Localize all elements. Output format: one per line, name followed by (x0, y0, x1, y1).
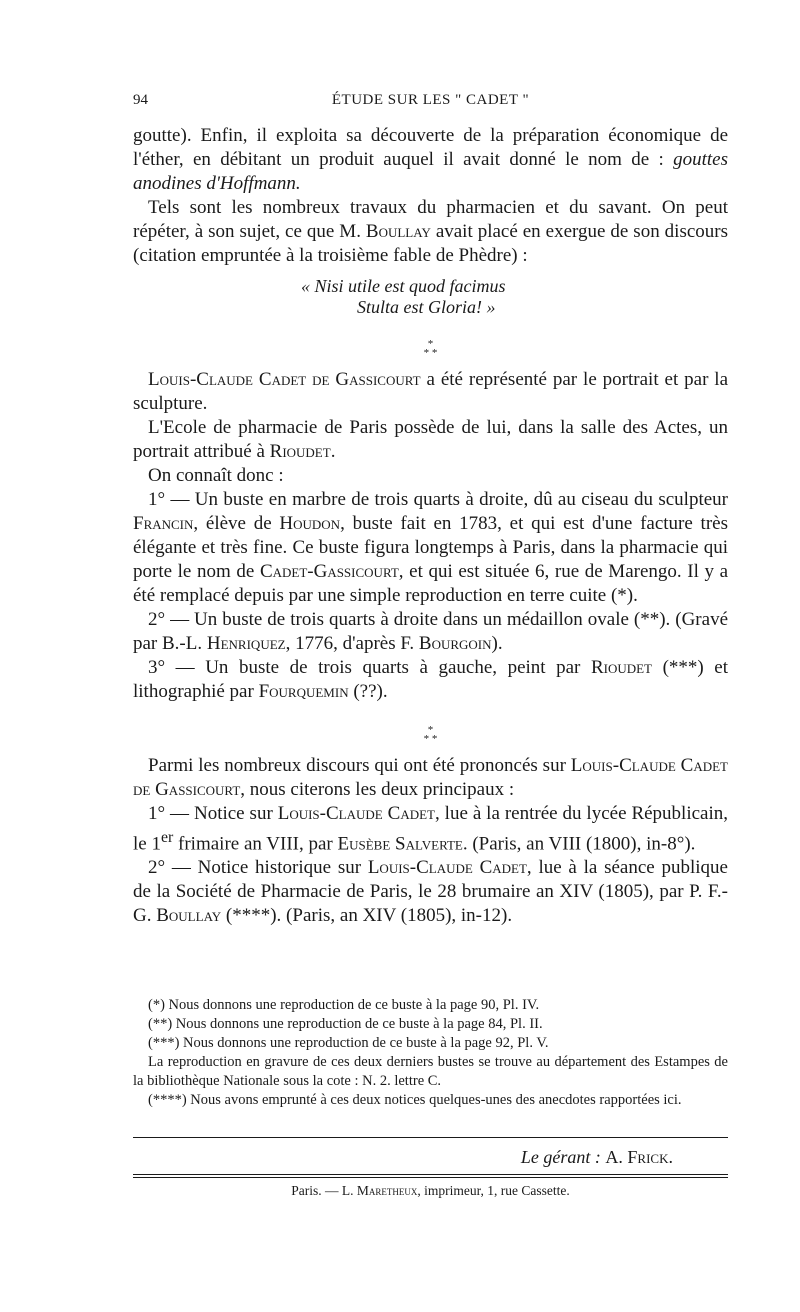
item-1: 1° — Un buste en marbre de trois quarts à droite, dû au ciseau du sculpteur Francin, élève de Houdon, buste fait en 1783, et qui est d'une facture très élégante et très fine. Ce buste figura longtemps à Paris, dans la pharmacie qui porte le nom de Cadet-Gassicourt, et qui est située 6, rue de Marengo. Il y a été remplacé depuis par une simple reproduction en terre cuite (*). (133, 489, 729, 606)
footnote-3: (***) Nous donnons une reproduction de ce buste à la page 92, Pl. V. (148, 1035, 549, 1051)
asterism-1: * * * (423, 338, 438, 359)
quote-line-1: « Nisi utile est quod facimus (301, 276, 506, 296)
discourse-1: 1° — Notice sur Louis-Claude Cadet, lue à la rentrée du lycée Républicain, le 1er frimaire an VIII, par Eusèbe Salverte. (Paris, an VIII (1800), in-8°). (133, 803, 729, 855)
footnote-1: (*) Nous donnons une reproduction de ce buste à la page 90, Pl. IV. (148, 997, 540, 1013)
discourse-2: 2° — Notice historique sur Louis-Claude Cadet, lue à la séance publique de la Société de Pharmacie de Paris, le 28 brumaire an XIV (1805), par P. F.-G. Boullay (****). (Paris, an XIV (1805), in-12). (133, 857, 728, 927)
paragraph-3: Louis-Claude Cadet de Gassicourt a été représenté par le portrait et par la sculpture. (133, 369, 729, 414)
running-title: ÉTUDE SUR LES " CADET " (331, 92, 530, 108)
quote-line-2: Stulta est Gloria! » (357, 297, 496, 317)
paragraph-5: On connaît donc : (148, 465, 284, 486)
name-boullay: Boullay (365, 221, 431, 242)
footnote-4: La reproduction en gravure de ces deux derniers bustes se trouve au département des Estampes de la bibliothèque Nationale sous la cote : N. 2. lettre C. (133, 1054, 728, 1089)
item-3: 3° — Un buste de trois quarts à gauche, peint par Rioudet (***) et lithographié par Fourquemin (??). (133, 657, 729, 702)
name-cadet: Louis-Claude Cadet de Gassicourt (148, 369, 421, 390)
latin-quote (301, 276, 728, 318)
asterism-2: * * * (423, 724, 438, 745)
footnote-5: (****) Nous avons emprunté à ces deux notices quelques-unes des anecdotes rapportées ici. (148, 1092, 682, 1108)
paragraph-2: Tels sont les nombreux travaux du pharmacien et du savant. On peut répéter, à son sujet, ce que M. Boullay avait placé en exergue de son discours (citation empruntée à la troisième fable de Phèdre) : (133, 197, 728, 266)
page-number: 94 (133, 92, 148, 108)
italic-term: gouttes anodines d'Hoffmann. (133, 149, 729, 194)
rule-top (133, 1137, 728, 1138)
item-2: 2° — Un buste de trois quarts à droite dans un médaillon ovale (**). (Gravé par B.-L. Henriquez, 1776, d'après F. Bourgoin). (133, 609, 728, 654)
name-rioudet: Rioudet (269, 441, 331, 462)
rule-mid (133, 1174, 728, 1175)
gerant-line: Le gérant : A. Frick. (520, 1147, 673, 1167)
printer-imprint: Paris. — L. Maretheux, imprimeur, 1, rue Cassette. (291, 1183, 570, 1198)
page-header (133, 92, 728, 114)
rule-mid-2 (133, 1177, 728, 1178)
body-text (133, 124, 728, 928)
paragraph-1: goutte). Enfin, il exploita sa découverte de la préparation économique de l'éther, en débitant un produit auquel il avait donné le nom de : gouttes anodines d'Hoffmann. (133, 125, 729, 194)
paragraph-4: L'Ecole de pharmacie de Paris possède de lui, dans la salle des Actes, un portrait attribué à Rioudet. (133, 417, 728, 462)
footnotes (133, 996, 728, 1110)
footnote-2: (**) Nous donnons une reproduction de ce buste à la page 84, Pl. II. (148, 1016, 543, 1032)
paragraph-6: Parmi les nombreux discours qui ont été prononcés sur Louis-Claude Cadet de Gassicourt, nous citerons les deux principaux : (133, 755, 728, 800)
